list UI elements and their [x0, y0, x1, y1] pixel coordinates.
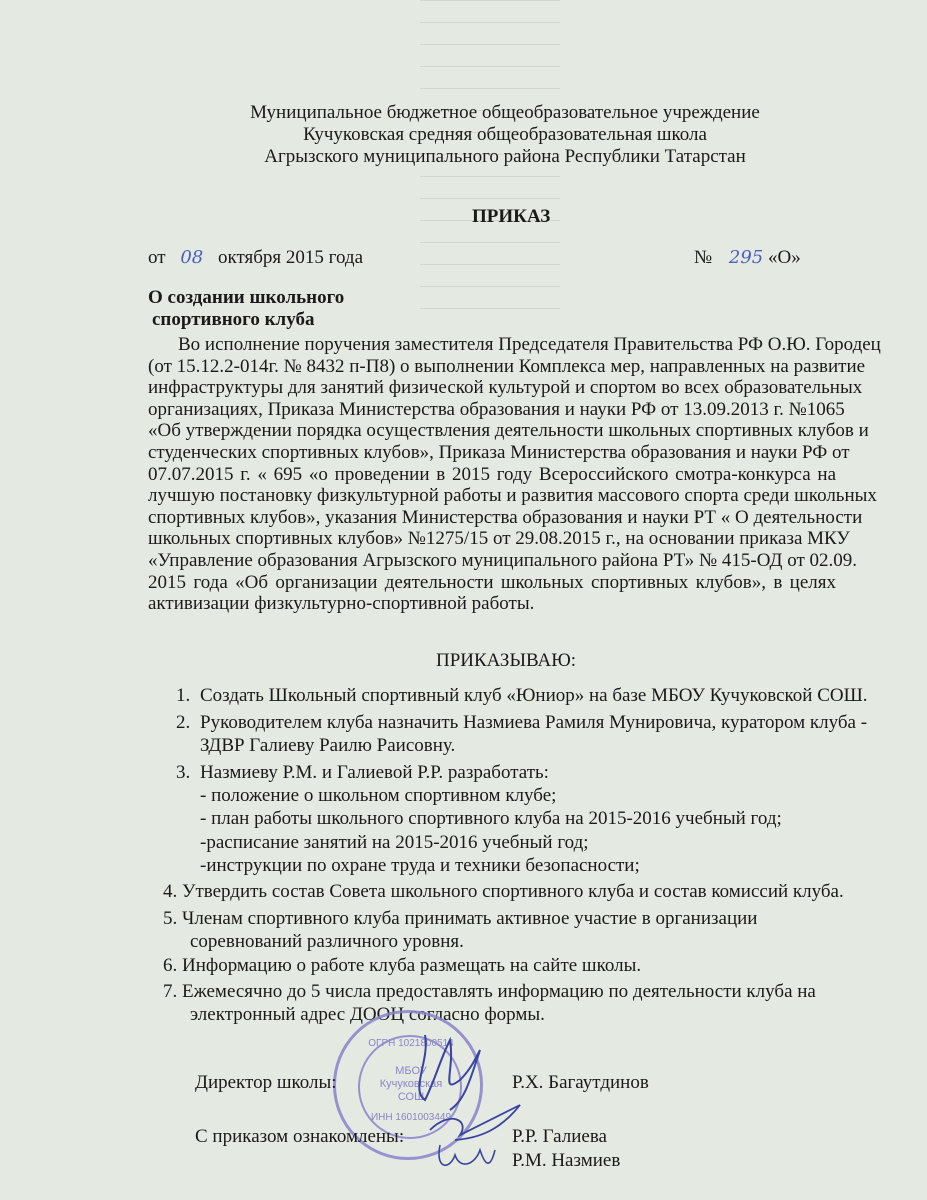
- item-line: Создать Школьный спортивный клуб «Юниор» на базе МБОУ Кучуковской СОШ.: [200, 685, 868, 706]
- item-number: 6.: [163, 955, 178, 976]
- order-date: [148, 247, 363, 269]
- item-number: 2.: [176, 712, 191, 733]
- org-name-line2: Кучуковская средняя общеобразовательная школа: [303, 124, 707, 145]
- org-name-line3: Агрызского муниципального района Республики Татарстан: [264, 146, 746, 167]
- item-line: соревнований различного уровня.: [190, 931, 464, 952]
- acquainted-name: Р.Р. Галиева: [512, 1126, 607, 1147]
- item-line: ЗДВР Галиеву Раилю Раисовну.: [200, 735, 456, 756]
- number-prefix: №: [694, 247, 713, 268]
- item-number: 5.: [163, 908, 178, 929]
- preamble-line: студенческих спортивных клубов», Приказа Министерства образования и науки РФ от: [148, 441, 850, 463]
- order-heading: ПРИКАЗЫВАЮ:: [436, 650, 577, 671]
- preamble-line: 07.07.2015 г. « 695 «о проведении в 2015 году Всероссийского смотра-конкурса на: [148, 463, 836, 485]
- preamble-line: (от 15.12.2-014г. № 8432 п-П8) о выполнении Комплекса мер, направленных на развитие: [148, 355, 866, 377]
- item-line: -инструкции по охране труда и техники безопасности;: [200, 855, 640, 876]
- preamble-line: организациях, Приказа Министерства образования и науки РФ от 13.09.2013 г. №1065: [148, 398, 845, 420]
- preamble-line: «Управление образования Агрызского муниципального района РТ» № 415-ОД от 02.09.: [148, 549, 858, 571]
- preamble-line: «Об утверждении порядка осуществления деятельности школьных спортивных клубов и: [148, 420, 869, 442]
- number-suffix: «О»: [768, 247, 801, 268]
- item-number: 1.: [176, 685, 191, 706]
- item-line: - положение о школьном спортивном клубе;: [200, 785, 557, 806]
- item-number: 7.: [163, 981, 178, 1002]
- item-line: Руководителем клуба назначить Назмиева Рамиля Мунировича, куратором клуба -: [200, 712, 868, 733]
- preamble: [148, 334, 881, 615]
- subject-line1: О создании школьного: [148, 287, 345, 308]
- preamble-line: лучшую постановку физкультурной работы и развития массового спорта среди школьных: [148, 485, 877, 507]
- stamp-ogrn: ОГРН 1021800514: [368, 1038, 454, 1049]
- document-type: ПРИКАЗ: [472, 206, 551, 227]
- item-number: 4.: [163, 881, 178, 902]
- stamp-line3: СОШ: [397, 1091, 425, 1103]
- date-rest: октября 2015 года: [217, 247, 364, 268]
- item-line: Ежемесячно до 5 числа предоставлять информацию по деятельности клуба на: [182, 981, 816, 1002]
- stamp-line2: Кучуковская: [379, 1078, 443, 1090]
- preamble-line: Во исполнение поручения заместителя Председателя Правительства РФ О.Ю. Городец: [178, 334, 881, 355]
- acquainted-label: С приказом ознакомлены:: [195, 1126, 405, 1147]
- org-name-line1: Муниципальное бюджетное общеобразовательное учреждение: [250, 102, 760, 123]
- acquainted-name: Р.М. Назмиев: [512, 1150, 621, 1171]
- stamp-line1: МБОУ: [395, 1065, 427, 1077]
- item-number: 3.: [176, 762, 191, 783]
- stamp-inn: ИНН 1601003449: [370, 1112, 452, 1123]
- date-day-handwritten: 08: [180, 247, 204, 268]
- item-line: -расписание занятий на 2015-2016 учебный год;: [200, 832, 589, 853]
- director-name: Р.Х. Багаутдинов: [512, 1072, 649, 1093]
- item-line: Назмиеву Р.М. и Галиевой Р.Р. разработать:: [200, 762, 549, 783]
- subject-line2: спортивного клуба: [152, 309, 315, 330]
- item-line: Информацию о работе клуба размещать на сайте школы.: [182, 955, 642, 976]
- director-label: Директор школы:: [195, 1072, 337, 1093]
- preamble-line: школьных спортивных клубов» №1275/15 от 29.08.2015 г., на основании приказа МКУ: [148, 528, 850, 550]
- order-number: [694, 247, 801, 269]
- item-line: электронный адрес ДООЦ согласно формы.: [190, 1004, 545, 1025]
- number-handwritten: 295: [728, 247, 764, 268]
- preamble-line: активизации физкультурно-спортивной работы.: [148, 593, 535, 615]
- date-prefix: от: [148, 247, 166, 268]
- preamble-line: спортивных клубов», указания Министерства образования и науки РТ « О деятельности: [148, 506, 863, 528]
- preamble-line: 2015 года «Об организации деятельности школьных спортивных клубов», в целях: [148, 571, 836, 593]
- item-line: - план работы школьного спортивного клуба на 2015-2016 учебный год;: [200, 808, 782, 829]
- preamble-line: инфраструктуры для занятий физической культурой и спортом во всех образовательных: [148, 377, 863, 399]
- item-line: Утвердить состав Совета школьного спортивного клуба и состав комиссий клуба.: [182, 881, 844, 902]
- item-line: Членам спортивного клуба принимать активное участие в организации: [182, 908, 758, 929]
